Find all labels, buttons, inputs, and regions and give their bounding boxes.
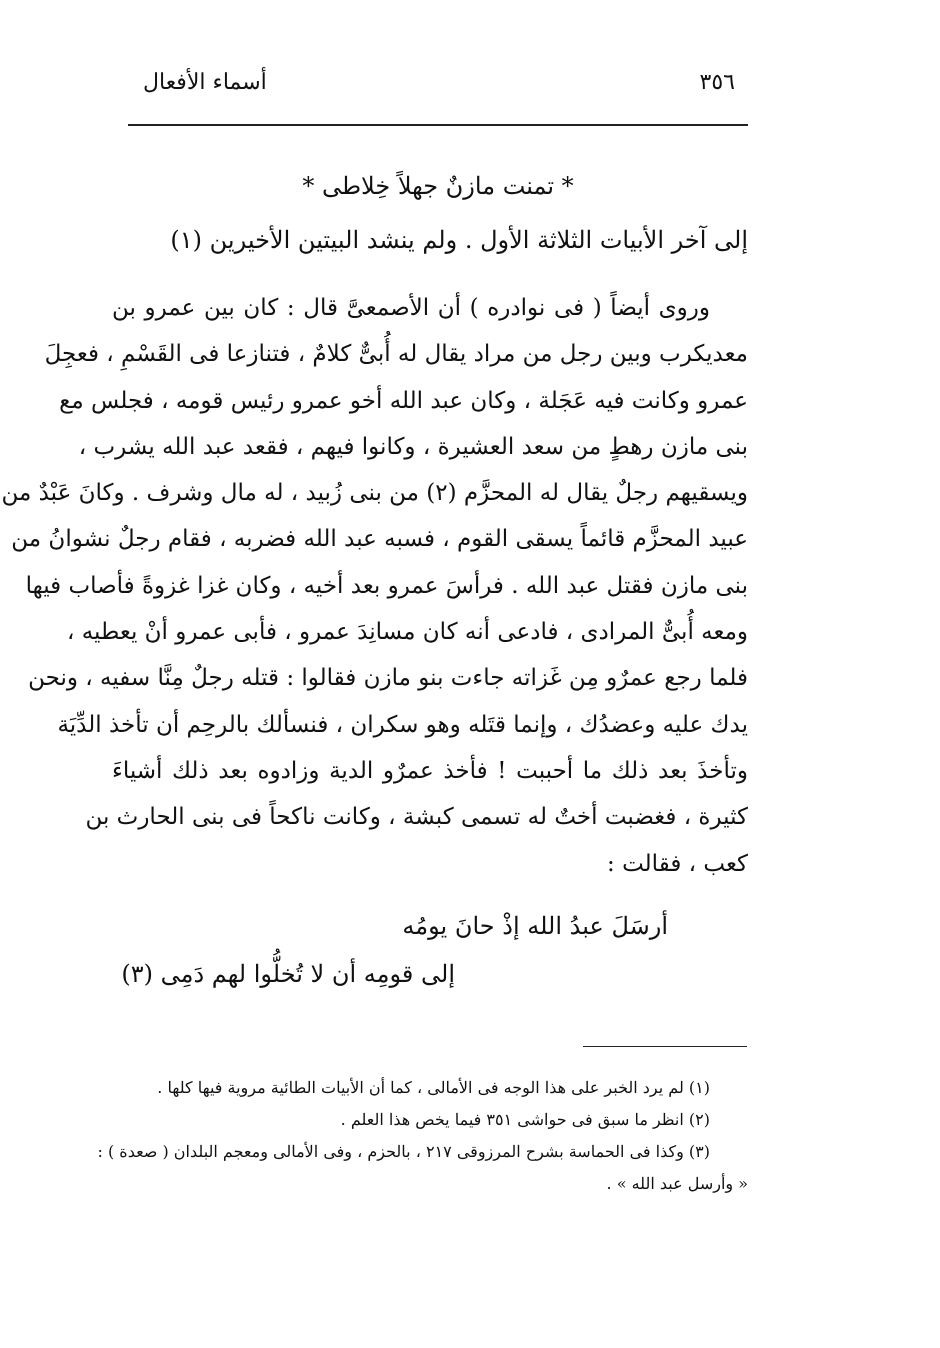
poem-line-first: أرسَلَ عبدُ الله إذْ حانَ يومُه [402,912,668,940]
footnote-3: (٣) وكذا فى الحماسة بشرح المرزوقى ٢١٧ ، بالحزم ، وفى الأمالى ومعجم البلدان ( صعدة ) : [97,1142,710,1161]
running-head-title: أسماء الأفعال [143,70,267,95]
header-divider [128,124,748,126]
body-line: عبيد المحزَّم قائماً يسقى القوم ، فسبه عبد الله فضربه ، فقام رجلٌ نشوانُ من [11,526,748,553]
body-line: وروى أيضاً ( فى نوادره ) أن الأصمعىَّ قال : كان بين عمرو بن [112,295,710,321]
page-number: ٣٥٦ [699,70,735,95]
poem-line-second: إلى قومِه أن لا تُخلُّوا لهم دَمِى (٣) [121,960,455,988]
footnote-3-continuation: « وأرسل عبد الله » . [606,1174,748,1193]
verse-note: إلى آخر الأبيات الثلاثة الأول . ولم ينشد البيتين الأخيرين (١) [170,226,748,254]
body-line: فلما رجع عمرٌو مِن غَزاته جاءت بنو مازن فقالوا : قتله رجلٌ مِنَّا سفيه ، ونحن [28,665,748,692]
body-paragraph [1,285,748,887]
body-line: بنى مازن فقتل عبد الله . فرأسَ عمرو بعد أخيه ، وكان غزا غزوةً فأصاب فيها [25,572,748,599]
body-line: كثيرة ، فغضبت أختٌ له تسمى كبشة ، وكانت ناكحاً فى بنى الحارث بن [85,804,748,831]
body-line: ومعه أُبىٌّ المرادى ، فادعى أنه كان مسانِدَ عمرو ، فأبى عمرو أنْ يعطيه ، [66,619,748,646]
body-line: معديكرب وبين رجل من مراد يقال له أُبىٌّ كلامٌ ، فتنازعا فى القَسْمِ ، فعجِلَ [44,341,748,368]
body-line: يدك عليه وعضدُك ، وإنما قتَله وهو سكران ، فنسألك بالرحِم أن تأخذ الدِّيَة [57,711,748,738]
body-line: عمرو وكانت فيه عَجَلة ، وكان عبد الله أخو عمرو رئيس قومه ، فجلس مع [59,387,748,414]
body-line: بنى مازن رهطٍ من سعد العشيرة ، وكانوا فيهم ، فقعد عبد الله يشرب ، [78,433,748,460]
body-line: ويسقيهم رجلٌ يقال له المحزَّم (٢) من بنى زُبيد ، له مال وشرف . وكانَ عَبْدٌ من [1,480,748,507]
footnote-divider [583,1046,747,1047]
verse-heading: * تمنت مازنٌ جهلاً خِلاطى * [302,172,574,200]
body-line: كعب ، فقالت : [607,850,748,877]
footnote-2: (٢) انظر ما سبق فى حواشى ٣٥١ فيما يخص هذا العلم . [340,1110,710,1129]
footnotes [97,1072,748,1200]
body-line: وتأخذَ بعد ذلك ما أحببت ! فأخذ عمرٌو الدية وزادوه بعد ذلك أشياءَ [112,757,748,784]
footnote-1: (١) لم يرد الخبر على هذا الوجه فى الأمالى ، كما أن الأبيات الطائية مروية فيها كلها . [157,1078,710,1097]
